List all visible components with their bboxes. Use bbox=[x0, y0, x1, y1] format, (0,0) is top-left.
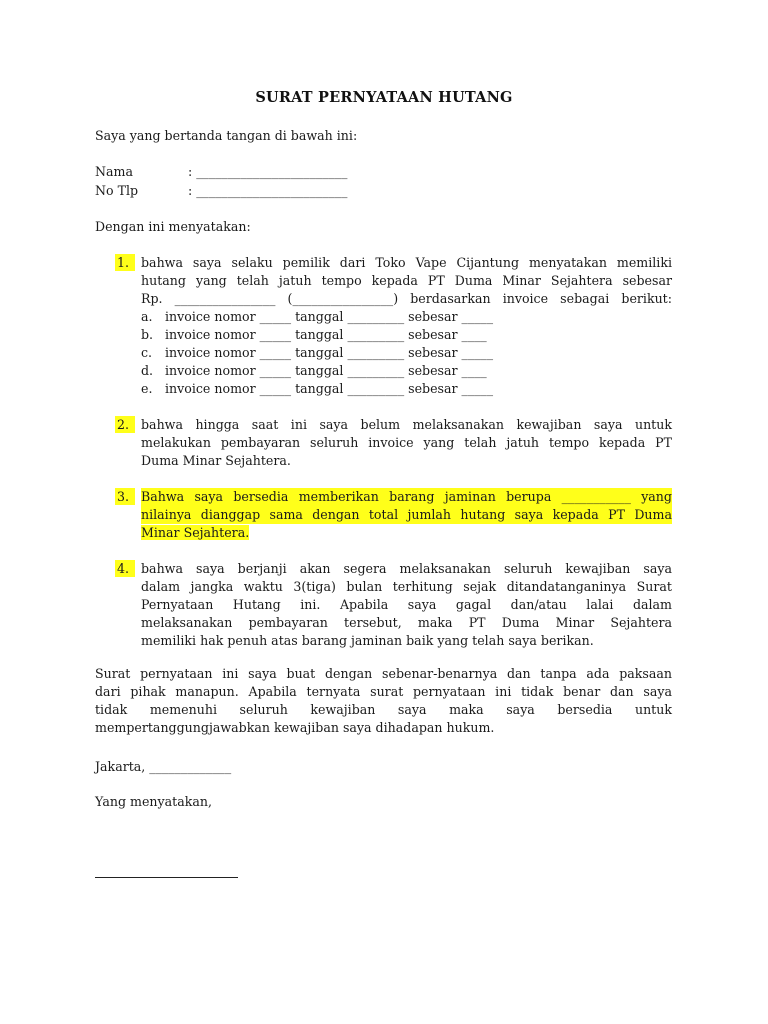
item-1-line: bahwa saya selaku pemilik dari Toko Vape Cijantung menyatakan memiliki bbox=[141, 255, 672, 270]
invoice-letter: d. bbox=[141, 363, 154, 378]
invoice-text: invoice nomor _____ tanggal _________ sebesar ____ bbox=[165, 363, 487, 378]
item-3-last-line bbox=[141, 524, 249, 542]
item-4-text bbox=[141, 560, 672, 650]
document-title: SURAT PERNYATAAN HUTANG bbox=[255, 89, 513, 106]
item-4-line: bahwa saya berjanji akan segera melaksanakan seluruh kewajiban saya bbox=[141, 561, 672, 576]
item-3-line: Bahwa saya bersedia memberikan barang jaminan berupa ___________ yang bbox=[141, 489, 672, 504]
item-3-line: Minar Sejahtera. bbox=[141, 525, 250, 540]
item-2-line: melakukan pembayaran seluruh invoice yang telah jatuh tempo kepada PT bbox=[141, 435, 672, 450]
item-2-line: bahwa hingga saat ini saya belum melaksanakan kewajiban saya untuk bbox=[141, 417, 672, 432]
item-1-line: Rp. ________________ (________________) berdasarkan invoice sebagai berikut: bbox=[141, 291, 672, 306]
invoice-letter: e. bbox=[141, 381, 153, 396]
closing-line: tidak memenuhi seluruh kewajiban saya maka saya bersedia untuk bbox=[95, 702, 672, 717]
item-3-line: nilainya dianggap sama dengan total jumlah hutang saya kepada PT Duma bbox=[141, 507, 672, 522]
invoice-text: invoice nomor _____ tanggal _________ sebesar _____ bbox=[165, 381, 494, 396]
invoice-text: invoice nomor _____ tanggal _________ sebesar _____ bbox=[165, 345, 494, 360]
invoice-text: invoice nomor _____ tanggal _________ sebesar ____ bbox=[165, 327, 487, 342]
invoice-row-a bbox=[141, 308, 561, 326]
item-1-line: hutang yang telah jatuh tempo kepada PT Duma Minar Sejahtera sebesar bbox=[141, 273, 672, 288]
item-2-line: Duma Minar Sejahtera. bbox=[141, 453, 291, 468]
invoice-letter: c. bbox=[141, 345, 153, 360]
item-4-number: 4. bbox=[115, 560, 135, 577]
invoice-text: invoice nomor _____ tanggal _________ sebesar _____ bbox=[165, 309, 494, 324]
invoice-row-c bbox=[141, 344, 561, 362]
item-3-text bbox=[141, 488, 672, 524]
invoice-row-d bbox=[141, 362, 561, 380]
field-phone-value: : ________________________ bbox=[188, 183, 348, 198]
item-2-text bbox=[141, 416, 672, 470]
declare-text: Dengan ini menyatakan: bbox=[95, 219, 251, 234]
invoice-letter: a. bbox=[141, 309, 153, 324]
item-3-number: 3. bbox=[115, 488, 135, 505]
signer-label: Yang menyatakan, bbox=[95, 794, 212, 809]
item-4-line: melaksanakan pembayaran tersebut, maka PT Duma Minar Sejahtera bbox=[141, 615, 672, 630]
closing-line: dari pihak manapun. Apabila ternyata surat pernyataan ini tidak benar dan saya bbox=[95, 684, 672, 699]
item-2-number: 2. bbox=[115, 416, 135, 433]
field-phone-label: No Tlp bbox=[95, 183, 139, 198]
field-name-label: Nama bbox=[95, 164, 133, 179]
signature-line bbox=[95, 877, 238, 878]
field-name-value: : ________________________ bbox=[188, 164, 348, 179]
item-4-line: dalam jangka waktu 3(tiga) bulan terhitung sejak ditandatanganinya Surat bbox=[141, 579, 672, 594]
intro-text: Saya yang bertanda tangan di bawah ini: bbox=[95, 128, 358, 143]
item-1-text bbox=[141, 254, 672, 308]
invoice-row-b bbox=[141, 326, 561, 344]
item-1-number: 1. bbox=[115, 254, 135, 271]
closing-line: Surat pernyataan ini saya buat dengan sebenar-benarnya dan tanpa ada paksaan bbox=[95, 666, 672, 681]
invoice-letter: b. bbox=[141, 327, 154, 342]
item-4-line: memiliki hak penuh atas barang jaminan baik yang telah saya berikan. bbox=[141, 633, 594, 648]
place-date: Jakarta, _____________ bbox=[95, 759, 232, 774]
item-4-line: Pernyataan Hutang ini. Apabila saya gagal dan/atau lalai dalam bbox=[141, 597, 672, 612]
invoice-row-e bbox=[141, 380, 561, 398]
closing-line: mempertanggungjawabkan kewajiban saya dihadapan hukum. bbox=[95, 720, 495, 735]
closing-paragraph bbox=[95, 665, 672, 737]
